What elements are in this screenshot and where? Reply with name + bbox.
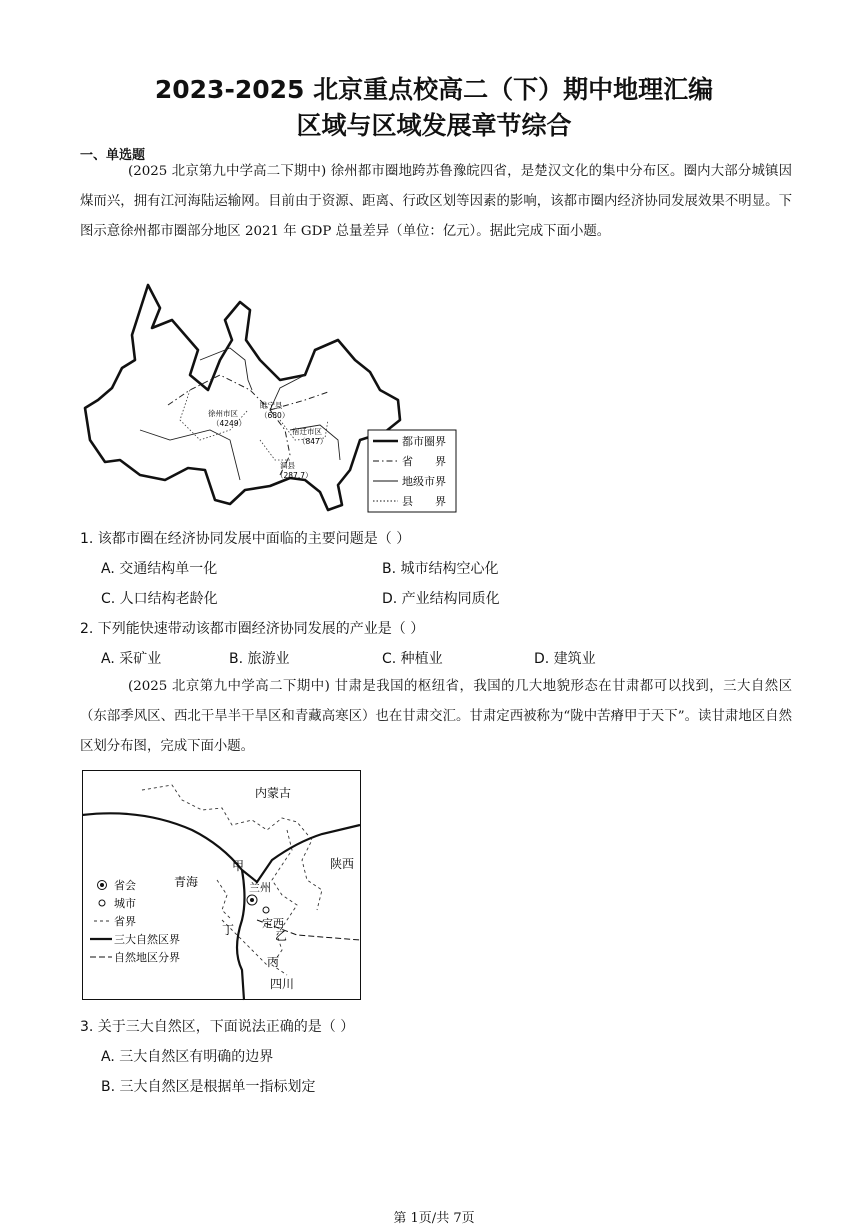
label-jia: 甲 [232, 859, 245, 873]
dingxi-city-icon [263, 907, 269, 913]
page-footer: 第 1页/共 7页 [393, 1211, 475, 1226]
label-bing: 丙 [267, 955, 280, 969]
xuzhou-label: 徐州市区 [208, 409, 238, 418]
passage-2-text: (2025 北京第九中学高二下期中) 甘肃是我国的枢纽省，我国的几大地貌形态在甘肃都可以找到，三大自然区（东部季风区、西北干旱半干旱区和青藏高寒区）也在甘肃交汇。甘肃定西被称为“陇中苦瘠甲于天下”。读甘肃地区自然区划分布图，完成下面小题。 [80, 679, 792, 754]
legend-three-regions: 三大自然区界 [114, 933, 180, 946]
legend-capital: 省会 [114, 879, 136, 892]
q3-option-b[interactable]: B. 三大自然区是根据单一指标划定 [101, 1079, 316, 1095]
title-line-1: 2023-2025 北京重点校高二（下）期中地理汇编 [154, 75, 714, 104]
q2-option-b[interactable]: B. 旅游业 [229, 651, 290, 667]
label-dingxi: 定西 [262, 917, 284, 930]
suqian-label: 宿迁市区 [292, 427, 322, 436]
question-3: 3. 关于三大自然区，下面说法正确的是（ ） [80, 1019, 355, 1035]
legend-county: 县 界 [402, 495, 446, 508]
legend-province: 省 界 [402, 455, 446, 468]
legend-prefecture: 地级市界 [402, 475, 446, 488]
label-ding: 丁 [222, 923, 235, 937]
passage-1-text: (2025 北京第九中学高二下期中) 徐州都市圈地跨苏鲁豫皖四省，是楚汉文化的集中分布区。圈内大部分城镇因煤而兴，拥有江河海陆运输网。目前由于资源、距离、行政区划等因素的影响，该都市圈内经济协同发展效果不明显。下图示意徐州都市圈部分地区 2021 年 GDP 总量差异（单位：亿元）。据此完成下面小题。 [80, 164, 792, 239]
label-sichuan: 四川 [270, 977, 295, 991]
q1-option-a[interactable]: A. 交通结构单一化 [101, 561, 218, 577]
label-yi: 乙 [275, 929, 288, 943]
label-qinghai: 青海 [174, 875, 199, 889]
sixian-value: （287.7） [276, 471, 313, 480]
legend-natural-division: 自然地区分界 [114, 951, 180, 964]
suining-label: 睢宁县 [260, 401, 283, 410]
label-neimenggu: 内蒙古 [255, 786, 292, 800]
legend-metro: 都市圈界 [402, 435, 446, 448]
passage-2 [80, 672, 792, 762]
map1-legend [368, 430, 456, 512]
label-lanzhou: 兰州 [249, 881, 271, 894]
question-2: 2. 下列能快速带动该都市圈经济协同发展的产业是（ ） [80, 621, 425, 637]
metro-boundary [85, 285, 400, 510]
q2-option-d[interactable]: D. 建筑业 [534, 651, 596, 667]
sixian-label: 泗县 [280, 461, 295, 470]
passage-1 [80, 157, 792, 247]
xuzhou-value: （4249） [212, 419, 247, 428]
xuzhou-map [80, 280, 460, 515]
q3-option-a[interactable]: A. 三大自然区有明确的边界 [101, 1049, 274, 1065]
q2-option-a[interactable]: A. 采矿业 [101, 651, 162, 667]
suining-value: （680） [260, 411, 290, 420]
title-line-2: 区域与区域发展章节综合 [296, 111, 572, 140]
legend-provincial-border: 省界 [114, 915, 136, 928]
gansu-map [82, 770, 362, 1001]
question-1: 1. 该都市圈在经济协同发展中面临的主要问题是（ ） [80, 531, 411, 547]
q2-option-c[interactable]: C. 种植业 [382, 651, 443, 667]
q1-option-c[interactable]: C. 人口结构老龄化 [101, 591, 218, 607]
legend-city: 城市 [114, 897, 136, 910]
suqian-value: （847） [298, 437, 328, 446]
section-heading: 一、单选题 [80, 148, 146, 163]
label-shaanxi: 陕西 [330, 857, 355, 871]
q1-option-b[interactable]: B. 城市结构空心化 [382, 561, 499, 577]
q1-option-d[interactable]: D. 产业结构同质化 [382, 591, 500, 607]
